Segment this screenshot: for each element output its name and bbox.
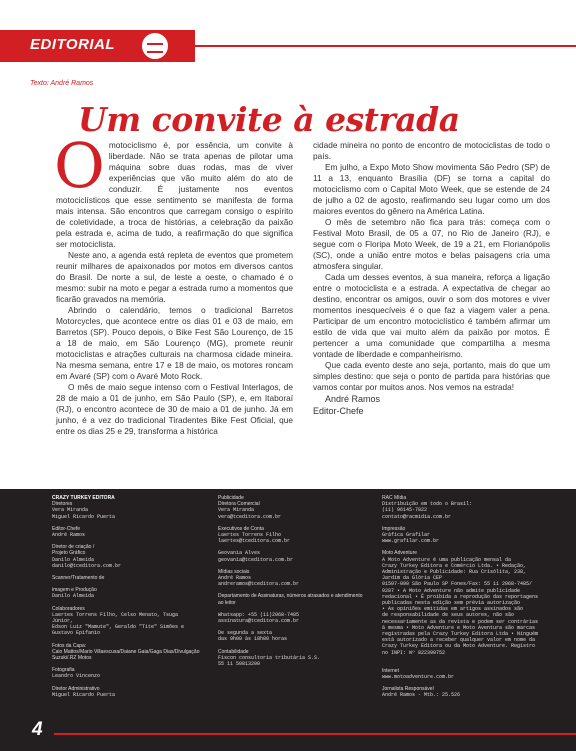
masthead-line: Publicidade (218, 495, 244, 501)
masthead-line: • As opiniões emitidas em artigos assinados são (382, 606, 524, 613)
masthead-column-2 (218, 495, 366, 667)
masthead-line: Editor-Chefe (52, 525, 81, 532)
masthead-line: vera@tceditora.com.br (218, 513, 282, 520)
masthead-line: (11) 96145-7822 (382, 507, 428, 514)
masthead-line: Edson Luiz "Mamute", Geraldo "Tite" Simões e (52, 624, 185, 631)
masthead-line: geovania@tceditora.com.br (218, 556, 294, 563)
masthead-line: Danilo Almeida (52, 556, 95, 563)
masthead-line: Diretor de criação / (52, 544, 95, 551)
masthead-line: Scanner/Tratamento de (52, 575, 105, 582)
byline: Texto: André Ramos (30, 80, 94, 87)
masthead-line: Departamento de Assinaturas, números atrasados e atendimento (218, 593, 363, 600)
masthead-line: assinatura@tceditora.com.br (218, 618, 300, 625)
page-number: 4 (32, 719, 43, 740)
masthead-line: à mesma • Moto Adventure e Moto Aventura são marcas (382, 624, 536, 631)
masthead-line: Leandro Vincenzo (52, 673, 101, 680)
masthead-line: Crazy Turkey Editora ou da Moto Adventure. Registro (382, 643, 536, 650)
masthead-line: Moto Adventure (382, 550, 418, 557)
masthead-line: Geovania Alves (218, 550, 261, 557)
article-paragraph (54, 129, 293, 250)
article-paragraph: O mês de maio segue intenso com o Festival Interlagos, de 28 de maio a 01 de junho, em São Paulo (SP), e, em Itaboraí (RJ), o encontro acontece de 30 de maio a 01 de junho. Já em junho, é a vez do tradicional Tiradentes Bike Fest Oficial, que entre os dias 25 e 29, transforma a histórica (56, 382, 293, 436)
masthead-line: necessariamente as da revista e podem ser contrárias (382, 618, 539, 625)
masthead-line: De segunda a sexta (218, 630, 273, 637)
article-paragraph: cidade mineira no ponto de encontro de motociclistas de todo o país. (313, 140, 550, 161)
section-title: EDITORIAL (30, 36, 116, 53)
masthead-line: Miguel Ricardo Puerta (52, 513, 116, 520)
masthead-line: Vera Miranda (218, 507, 255, 514)
article-paragraph: O mês de setembro não fica para trás: começa com o Festival Moto Brasil, de 05 a 07, no Rio de Janeiro (RJ), e segue com o Floripa Moto Week, de 19 a 21, em Florianópolis (SC), onde a união entre motos e belas paisagens cria uma atmosfera singular. (313, 217, 550, 271)
article-column-1 (54, 129, 293, 437)
masthead-line: Whatsapp: +55 (11)2068-7485 (218, 611, 300, 618)
masthead-line: Executivos de Conta (218, 525, 264, 532)
masthead-line: Distribuição em todo o Brasil: (382, 501, 473, 508)
masthead-line: Mídias sociais (218, 568, 250, 575)
masthead-line: Fiscon consultoria tributária S.S. (218, 654, 321, 661)
masthead-line: 55 11 50813200 (218, 661, 261, 668)
masthead-line: 9287 • A Moto Adventure não admite publicidade (382, 587, 521, 594)
masthead-line: laertes@tceditora.com.br (218, 538, 291, 545)
page-rule (54, 733, 576, 735)
masthead-column-3 (382, 495, 542, 699)
masthead-line: Projeto Gráfico (52, 550, 86, 557)
article-column-2 (313, 140, 550, 417)
masthead-line: andreramos@tceditora.com.br (218, 581, 300, 588)
masthead-line: Diretores (52, 501, 73, 508)
masthead-line: ao leitor (218, 599, 236, 606)
masthead-line: Jornalista Responsável (382, 686, 434, 693)
masthead-line: Diretora Comercial (218, 501, 260, 508)
article-paragraph: Abrindo o calendário, temos o tradicional Barretos Motorcycles, que acontece entre os dias 01 e 03 de maio, em Barretos (SP). Pouco depois, o Bike Fest São Lourenço, de 15 a 18 de maio, em São Lourenço (MG), promete reunir motociclistas e atrações culturais na charmosa cidade mineira. Na mesma semana, entre 17 e 18 de maio, os motores roncam em Avaré (SP) com o Avaré Moto Rock. (56, 305, 293, 381)
masthead-line: André Ramos (52, 532, 86, 539)
header-rule (195, 45, 576, 47)
masthead-line: registradas pela Crazy Turkey Editora Ltda • Ninguém (382, 631, 539, 638)
masthead-line: Gráfica Grafilar (382, 532, 431, 539)
masthead-line: www.grafilar.com.br (382, 538, 440, 545)
masthead-line: A Moto Adventure é uma publicação mensal da (382, 556, 512, 563)
masthead-line: Gustavo Epifanio (52, 630, 101, 637)
masthead-line: Miguel Ricardo Puerta (52, 691, 116, 698)
masthead-line: Colaboradores (52, 605, 85, 612)
masthead-line: publicadas nesta edição sem prévia autorização (382, 600, 521, 607)
masthead-line: Fotografia (52, 667, 75, 674)
masthead-line: Diretor Administrativo (52, 685, 100, 692)
masthead-line: está autorizado a receber qualquer valor em nome da (382, 637, 536, 644)
masthead-line: CRAZY TURKEY EDITORA (52, 495, 115, 501)
masthead-line: Jardim da Glória CEP (382, 575, 443, 582)
masthead-line: de responsabilidade de seus autores, não são (382, 612, 515, 619)
masthead-line: imagem e Produção (52, 587, 97, 594)
masthead-line: www.motoadventure.com.br (382, 674, 455, 681)
masthead-line: Administração e Publicidade: Rua Crisólita, 238, (382, 569, 527, 576)
masthead-line: Vera Miranda (52, 507, 89, 514)
signature (313, 393, 550, 417)
masthead-line: contato@racmidia.com.br (382, 513, 452, 520)
article-title: Um convite à estrada (78, 100, 460, 139)
signature-role: Editor-Chefe (313, 406, 364, 416)
masthead-line: danilo@tceditora.com.br (52, 562, 122, 569)
masthead-line: André Ramos (218, 575, 252, 582)
masthead-column-1 (52, 495, 202, 698)
masthead-line: RAC Mídia (382, 495, 407, 501)
masthead-line: Impressão (382, 525, 406, 532)
masthead-line: Caio Mattos/Mario Villaescusa/Daiane Gaia/Gaga Dias/Divulgação (52, 648, 200, 655)
masthead-line: Crazy Turkey Editora e Comércio Ltda. • Redação, (382, 562, 527, 569)
masthead-line: André Ramos - Mtb.: 25.526 (382, 692, 461, 699)
article-paragraph: Em julho, a Expo Moto Show movimenta São Pedro (SP) de 11 a 13, enquanto Brasília (DF) se torna a capital do motociclismo com o Capital Moto Week, que se estende de 24 de julho a 02 de agosto, reafirmando seu lugar como um dos maiores eventos do gênero na América Latina. (313, 162, 550, 216)
masthead-line: 01507-090 São Paulo SP Fones/Fax: 55 11 2068-7485/ (382, 581, 533, 588)
masthead-line: Suzuki/.RZ Motos (52, 655, 92, 662)
masthead-line: das 9h00 às 18h00 horas (218, 636, 288, 643)
masthead-line: Internet (382, 667, 399, 674)
masthead-line: Danilo Almeida (52, 593, 95, 600)
article-paragraph: Neste ano, a agenda está repleta de eventos que prometem reunir milhares de apaixonados por motos em diversos cantos do Brasil. De norte a sul, de leste a oeste, o chamado é o mesmo: subir na moto e pegar a estrada rumo a momentos que ficarão gravados na memória. (56, 250, 293, 304)
drop-cap: O (54, 129, 105, 202)
paragraph-text: motociclismo é, por essência, um convite à liberdade. Não se trata apenas de pilotar uma máquina sobre duas rodas, mas de viver experiências que vão muito além do ato de conduzir. É justamente nos eventos motociclísticos que esse sentimento se manifesta de forma mais intensa. São encontros que carregam consigo o espírito de coletividade, a troca de histórias, a celebração da paixão pela estrada e, acima de tudo, a reafirmação do que significa ser motociclista. (56, 140, 293, 249)
magazine-logo-icon (140, 31, 170, 61)
section-header (0, 30, 576, 62)
masthead-line: redacional • É proibida a reprodução das reportagens (382, 593, 539, 600)
masthead-line: Fotos da Capa: (52, 642, 87, 649)
masthead-line: Laertes Torrens Filho, Celso Menato, Tsuga Júnior, (52, 611, 179, 625)
article-paragraph: Cada um desses eventos, à sua maneira, reforça a ligação entre o motociclista e a estrada. A expectativa de chegar ao destino, encontrar os amigos, ouvir o som dos motores e viver momentos inesquecíveis é o que faz a viagem valer a pena. Participar de um encontro motociclístico é também afirmar um estilo de vida que vai muito além da paixão por motos. É pertencer a uma comunidade que compartilha a mesma vontade de liberdade e companheirismo. (313, 272, 550, 359)
signature-name: André Ramos (325, 394, 381, 404)
masthead-line: no INPI: Nº 822390752 (382, 649, 446, 656)
article-paragraph: Que cada evento deste ano seja, portanto, mais do que um simples destino: que seja o ponto de partida para histórias que vamos contar por muitos anos. Nos vemos na estrada! (313, 360, 550, 392)
masthead-line: Laertes Torrens Filho (218, 532, 282, 539)
masthead-line: Contabilidade (218, 648, 249, 655)
